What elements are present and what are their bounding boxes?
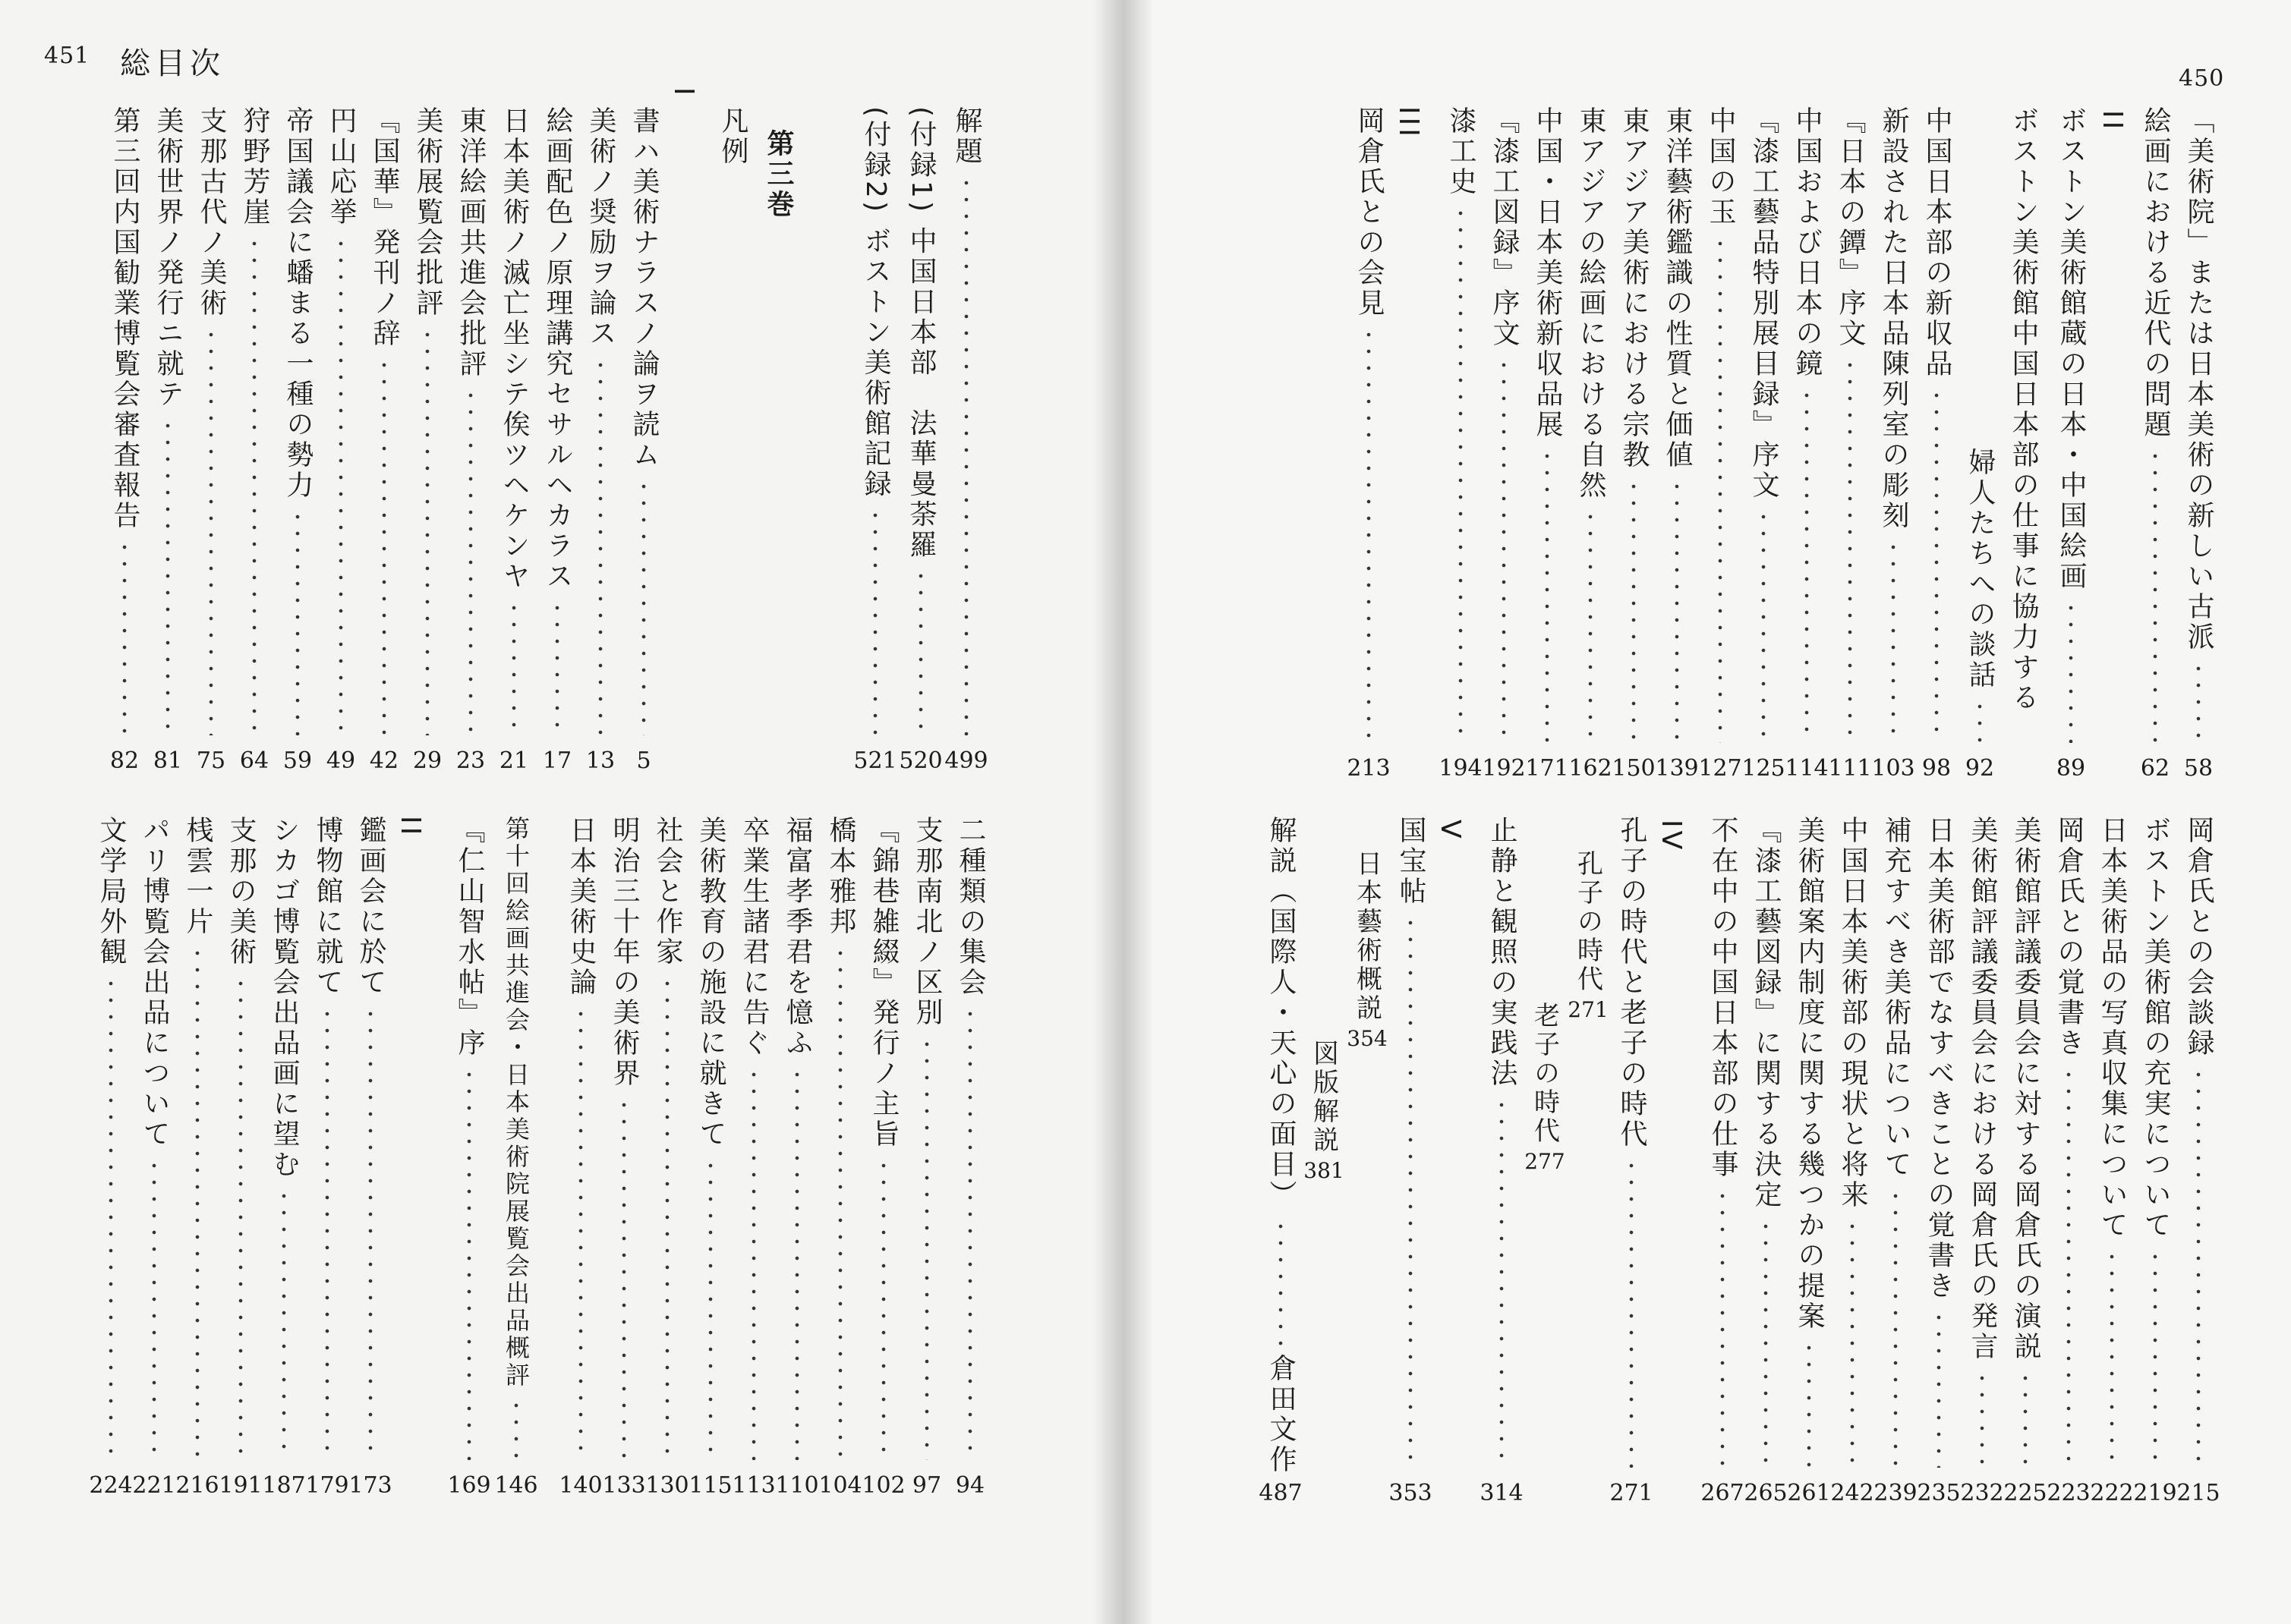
volume-heading: 第三巻 [763,129,794,220]
leader-dots [900,568,942,735]
toc-entry[interactable]: 支那古代ノ美術 75 [190,106,232,774]
leader-dots [306,1006,348,1460]
leader-dots [819,945,862,1460]
toc-entry[interactable]: 中国・日本美術新収品展 171 [1525,106,1569,782]
author-name: 倉田文作 [1265,1354,1297,1475]
toc-entry[interactable]: 解題 499 [944,106,988,774]
toc-subentry[interactable]: 老子の時代 277 [1524,1002,1565,1174]
toc-entry[interactable]: 社会と作家 130 [645,816,689,1499]
leader-dots [2177,660,2220,743]
toc-entry[interactable]: 東洋藝術鑑識の性質と価値 139 [1655,106,1699,782]
leader-dots [1612,478,1655,743]
leader-dots [493,600,535,735]
toc-entry[interactable]: 絵画配色ノ原理講究セサルヘカラス 17 [536,106,578,774]
toc-entry[interactable]: 孔子の時代と老子の時代 271 [1609,816,1653,1506]
leader-dots [1347,326,1390,743]
leader-dots [2050,600,2092,743]
toc-subentry[interactable]: 日本藝術概説 354 [1347,850,1388,1051]
section-heading: V [1435,820,1466,842]
toc-entry[interactable]: 美術ノ奨励ヲ論ス 13 [579,106,622,774]
toc-entry[interactable]: 絵画における近代の問題 62 [2134,106,2176,782]
section-heading: IV [1656,820,1687,853]
toc-entry[interactable]: 『錦巷雑綴』発行ノ主旨 102 [862,816,906,1499]
leader-dots [363,357,405,735]
toc-entry[interactable]: 支那の美術 191 [219,816,263,1499]
toc-entry[interactable]: 『漆工藝図録』に関する決定 265 [1744,816,1788,1506]
right-page [1120,0,2291,1624]
leader-dots [90,975,132,1460]
leader-dots [2091,1248,2133,1468]
leader-dots [190,326,232,735]
leader-dots [2047,1066,2090,1468]
leader-dots [536,600,578,735]
leader-dots [1656,478,1698,743]
leader-dots [1701,1188,1744,1468]
toc-entry[interactable]: 書ハ美術ナラスノ論ヲ読ム 5 [622,106,665,774]
toc-entry[interactable]: 東アジアの絵画における自然 162 [1568,106,1612,782]
leader-dots [233,235,276,735]
toc-entry[interactable]: 美術館評議委員会に対する岡倉氏の演説 225 [2003,816,2047,1506]
leader-dots [1744,1218,1787,1468]
toc-entry[interactable]: 不在中の中国日本部の仕事 267 [1700,816,1744,1506]
leader-dots [1742,508,1785,743]
toc-entry[interactable]: 卒業生諸君に告ぐ 113 [732,816,776,1499]
toc-entry[interactable]: パリ博覧会出品について 221 [132,816,176,1499]
preface-entry[interactable]: 凡例 [717,106,748,167]
toc-entry[interactable]: 岡倉氏との覚書き 223 [2047,816,2091,1506]
leader-dots [1829,357,1871,743]
toc-entry[interactable]: 第十回絵画共進会・日本美術院展覧会出品概評 146 [494,816,538,1499]
toc-entry[interactable]: (付録2) ボストン美術館記録 521 [853,106,897,774]
leader-dots [2177,1066,2220,1468]
toc-entry[interactable]: 日本美術品の写真収集について 222 [2090,816,2134,1506]
toc-entry[interactable]: 「美術院」または日本美術の新しい古派 58 [2177,106,2220,782]
toc-entry[interactable]: 第三回内国勧業博覧会審査報告 82 [103,106,146,774]
section-heading: III [1393,106,1424,140]
toc-entry[interactable]: 日本美術部でなすべきことの覚書き 235 [1917,816,1961,1506]
leader-dots [1872,539,1914,743]
toc-entry[interactable]: 狩野芳崖 64 [233,106,276,774]
leader-dots [219,975,262,1460]
toc-entry[interactable]: 桟雲一片 216 [175,816,219,1499]
toc-entry[interactable]: 『仁山智水帖』序 169 [447,816,491,1499]
toc-entry[interactable]: 円山応挙 49 [320,106,362,774]
leader-dots [449,387,492,735]
leader-dots [2134,448,2176,743]
toc-entry[interactable]: 新設された日本品陳列室の彫刻 103 [1871,106,1915,782]
leader-dots [689,1157,732,1460]
leader-dots [854,507,897,735]
toc-entry[interactable]: 二種類の集会 94 [949,816,991,1499]
leader-dots [862,1157,905,1460]
leader-dots [776,1066,818,1460]
leader-dots [1915,387,1958,743]
toc-entry[interactable]: 解説（国際人・天心の面目） 倉田文作 487 [1259,816,1303,1506]
toc-subentry[interactable]: 図版解説 381 [1303,1040,1344,1183]
toc-entry[interactable]: 中国日本部の新収品 98 [1915,106,1958,782]
toc-entry[interactable]: 中国の玉 127 [1698,106,1742,782]
leader-dots [147,417,189,735]
leader-dots [2004,1370,2047,1468]
leader-dots [1439,205,1482,743]
toc-entry[interactable]: 帝国議会に蟠まる一種の勢力 59 [276,106,319,774]
toc-entry[interactable]: 福富孝季君を憶ふ 110 [775,816,819,1499]
leader-dots [1699,235,1741,743]
leader-dots [906,1036,948,1460]
leader-dots [1483,357,1525,743]
page-number-left: 451 [44,42,90,69]
toc-entry[interactable]: 文学局外観 224 [89,816,133,1499]
left-page [0,0,1120,1624]
toc-entry[interactable]: 明治三十年の美術界 133 [602,816,646,1499]
toc-entry[interactable]: 補充すべき美術品について 239 [1873,816,1918,1506]
leader-dots [103,539,146,735]
leader-dots [349,1006,392,1460]
toc-entry[interactable]: 美術館評議委員会における岡倉氏の発言 232 [1960,816,2004,1506]
leader-dots [945,175,988,735]
leader-dots [1610,1157,1653,1468]
toc-entry[interactable]: 橋本雅邦 104 [818,816,862,1499]
leader-dots [949,1006,991,1460]
section-heading: II [2097,110,2128,133]
leader-dots [495,1397,537,1460]
toc-entry[interactable]: シカゴ博覧会出品画に望む 187 [262,816,306,1499]
leader-dots [176,945,219,1460]
toc-entry[interactable]: 中国および日本の鏡 114 [1785,106,1829,782]
leader-dots [133,1157,175,1460]
leader-dots [1389,914,1432,1468]
leader-dots [2134,1248,2176,1468]
leader-dots [320,235,362,735]
toc-entry[interactable]: 岡倉氏との会談録 215 [2176,816,2220,1506]
leader-dots [406,326,449,735]
toc-entry[interactable]: 博物館に就て 179 [305,816,349,1499]
leader-dots [1785,387,1828,743]
toc-entry[interactable]: 『日本の鐔』序文 111 [1828,106,1872,782]
toc-subentry[interactable]: 孔子の時代 271 [1568,850,1609,1022]
leader-dots [733,1066,775,1460]
toc-entry[interactable]: 東洋絵画共進会批評 23 [449,106,492,774]
leader-dots [263,1188,305,1460]
toc-entry[interactable]: 支那南北ノ区別 97 [906,816,948,1499]
leader-dots [1874,1188,1917,1468]
leader-dots [646,975,689,1460]
leader-dots [276,508,319,735]
leader-dots [1480,1097,1523,1468]
leader-dots [1526,448,1568,743]
leader-dots [1569,508,1612,743]
leader-dots [622,478,665,735]
leader-dots [1959,698,2001,743]
toc-entry[interactable]: 日本美術ノ滅亡坐シテ俟ツヘケンヤ 21 [493,106,535,774]
leader-dots [1961,1370,2003,1468]
toc-entry[interactable]: 日本美術史論 140 [559,816,603,1499]
toc-entry[interactable]: 国宝帖 353 [1388,816,1432,1506]
leader-dots [1918,1309,1960,1468]
section-heading: I [668,87,699,99]
toc-entry[interactable]: 東アジア美術における宗教 150 [1612,106,1656,782]
toc-entry[interactable]: 岡倉氏との会見 213 [1347,106,1391,782]
page-number-right: 450 [2179,65,2225,92]
toc-entry[interactable]: 婦人たちへの談話 92 [1959,448,2001,782]
section-heading: II [395,816,426,839]
toc-entry[interactable]: (付録1) 中国日本部 法華曼荼羅 520 [899,106,943,774]
toc-entry[interactable]: 美術館案内制度に関する幾つかの提案 261 [1787,816,1831,1506]
toc-entry[interactable]: 漆工史 194 [1439,106,1483,782]
toc-entry[interactable]: 『国華』発刊ノ辞 42 [363,106,405,774]
toc-entry[interactable]: 美術世界ノ発行ニ就テ 81 [147,106,189,774]
toc-entry[interactable]: 止静と観照の実践法 314 [1480,816,1524,1506]
toc-entry[interactable]: 鑑画会に於て 173 [348,816,392,1499]
toc-entry[interactable]: 中国日本美術部の現状と将来 242 [1830,816,1874,1506]
leader-dots [1831,1218,1873,1468]
leader-dots [579,357,622,735]
toc-entry[interactable]: 『漆工藝品特別展目録』序文 125 [1741,106,1785,782]
toc-entry[interactable]: 美術展覧会批評 29 [406,106,449,774]
toc-entry[interactable]: ボストン美術館の充実について 219 [2133,816,2177,1506]
toc-entry[interactable]: 『漆工図録』序文 192 [1482,106,1526,782]
leader-dots [1788,1339,1830,1468]
toc-entry[interactable]: ボストン美術館中国日本部の仕事に協力する [2008,106,2039,713]
leader-dots [1259,1218,1302,1346]
toc-entry[interactable]: 美術教育の施設に就きて 115 [689,816,733,1499]
book-gutter [1093,0,1154,1624]
leader-dots [603,1097,645,1460]
leader-dots [448,1066,490,1460]
running-head: 総目次 [120,46,225,81]
toc-entry[interactable]: ボストン美術館蔵の日本・中国絵画 89 [2050,106,2092,782]
leader-dots [559,1006,602,1460]
